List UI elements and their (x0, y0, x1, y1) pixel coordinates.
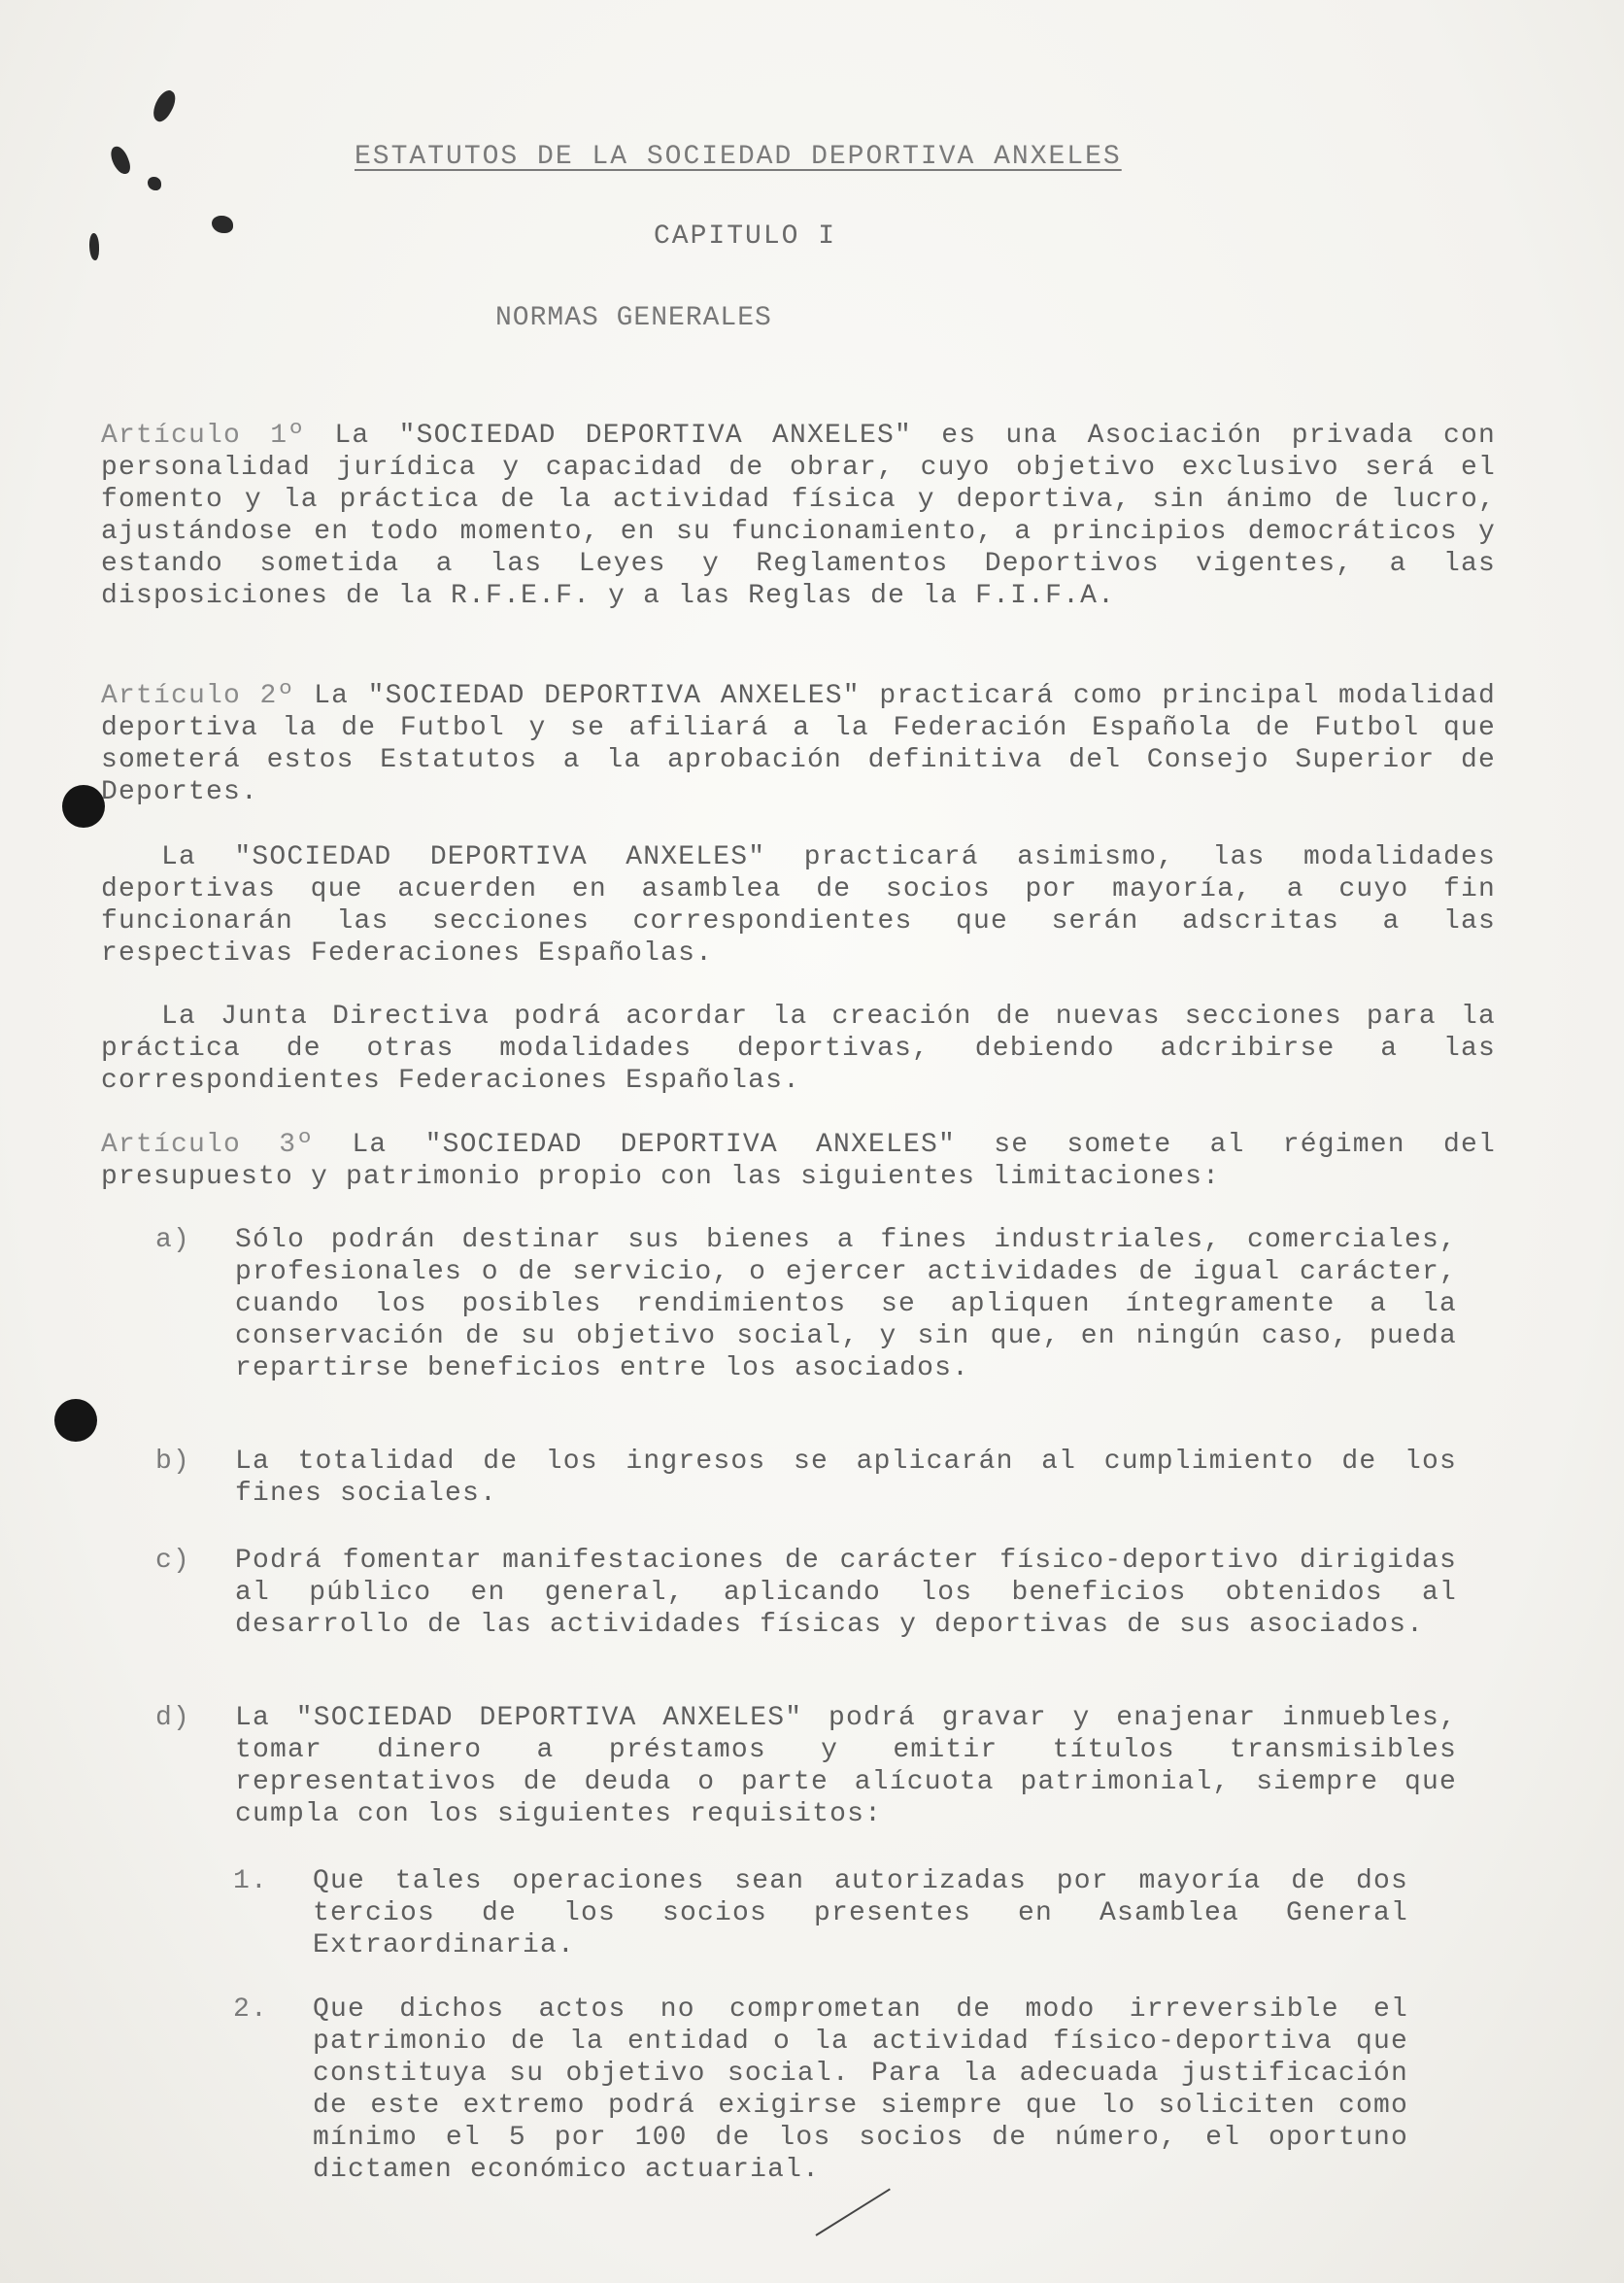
document-title: ESTATUTOS DE LA SOCIEDAD DEPORTIVA ANXELES (355, 142, 1122, 172)
ink-smudge (212, 216, 233, 233)
article-2 (101, 680, 1496, 808)
article-1-text: La "SOCIEDAD DEPORTIVA ANXELES" es una Asociación privada con personalidad jurídica y capacidad de obrar, cuyo objetivo exclusivo será el fomento y la práctica de la actividad física y deportiva, sin ánimo de lucro, ajustándose en todo momento, en su funcionamiento, a principios democráticos y estando sometida a las Leyes y Reglamentos Deportivos vigentes, a las disposiciones de la R.F.E.F. y a las Reglas de la F.I.F.A. (101, 421, 1496, 611)
list-item (155, 1545, 1457, 1641)
list-item-marker: c) (155, 1546, 191, 1576)
article-1-label: Artículo 1º (101, 421, 306, 451)
article-2-paragraph-2 (101, 841, 1496, 970)
sub-list-item-marker: 2. (233, 1994, 269, 2025)
chapter-heading: CAPITULO I (654, 221, 837, 252)
sub-list-item-text: Que tales operaciones sean autorizadas por mayoría de dos tercios de los socios presentes en Asamblea General Extraordinaria. (313, 1866, 1408, 1960)
list-item-text: La "SOCIEDAD DEPORTIVA ANXELES" podrá gravar y enajenar inmuebles, tomar dinero a préstamos y emitir títulos transmisibles representativos de deuda o parte alícuota patrimonial, siempre que cumpla con los siguientes requisitos: (235, 1703, 1457, 1829)
list-item-marker: d) (155, 1703, 191, 1733)
article-3-text: La "SOCIEDAD DEPORTIVA ANXELES" se somete al régimen del presupuesto y patrimonio propio con las siguientes limitaciones: (101, 1130, 1496, 1192)
pen-stroke (815, 2188, 890, 2235)
article-3-label: Artículo 3º (101, 1130, 315, 1160)
article-2-text: La "SOCIEDAD DEPORTIVA ANXELES" practicará como principal modalidad deportiva la de Futbol y se afiliará a la Federación Española de Futbol que someterá estos Estatutos a la aprobación definitiva del Consejo Superior de Deportes. (101, 681, 1496, 807)
sub-list-item-text: Que dichos actos no comprometan de modo irreversible el patrimonio de la entidad o la actividad físico-deportiva que constituya su objetivo social. Para la adecuada justificación de este extremo podrá exigirse siempre que lo soliciten como mínimo el 5 por 100 de los socios de número, el oportuno dictamen económico actuarial. (313, 1994, 1408, 2185)
list-item-text: Podrá fomentar manifestaciones de carácter físico-deportivo dirigidas al público en general, aplicando los beneficios obtenidos al desarrollo de las actividades físicas y deportivas de sus asociados. (235, 1546, 1457, 1640)
sub-list-item (233, 1993, 1408, 2186)
article-2-label: Artículo 2º (101, 681, 295, 711)
list-item-marker: a) (155, 1225, 191, 1255)
ink-smudge (108, 144, 132, 177)
article-2-paragraph-3-text: La Junta Directiva podrá acordar la creación de nuevas secciones para la práctica de otras modalidades deportivas, debiendo adcribirse a las correspondientes Federaciones Españolas. (101, 1002, 1496, 1096)
article-2-paragraph-2-text: La "SOCIEDAD DEPORTIVA ANXELES" practicará asimismo, las modalidades deportivas que acuerden en asamblea de socios por mayoría, a cuyo fin funcionarán las secciones correspondientes que serán adscritas a las respectivas Federaciones Españolas. (101, 842, 1496, 969)
article-1 (101, 420, 1496, 612)
list-item (155, 1702, 1457, 1830)
ink-smudge (148, 177, 161, 190)
punch-hole (62, 785, 105, 828)
section-heading: NORMAS GENERALES (495, 303, 772, 333)
ink-smudge (149, 87, 181, 124)
ink-smudge (89, 233, 99, 260)
sub-list-item (233, 1865, 1408, 1961)
punch-hole (54, 1399, 97, 1442)
article-2-paragraph-3 (101, 1001, 1496, 1097)
article-3 (101, 1129, 1496, 1193)
list-item-marker: b) (155, 1447, 191, 1477)
list-item-text: Sólo podrán destinar sus bienes a fines industriales, comerciales, profesionales o de servicio, o ejercer actividades de igual carácter, cuando los posibles rendimientos se apliquen íntegramente a la conservación de su objetivo social, y sin que, en ningún caso, pueda repartirse beneficios entre los asociados. (235, 1225, 1457, 1383)
sub-list-item-marker: 1. (233, 1866, 269, 1896)
list-item-text: La totalidad de los ingresos se aplicarán al cumplimiento de los fines sociales. (235, 1447, 1457, 1509)
list-item (155, 1446, 1457, 1510)
list-item (155, 1224, 1457, 1384)
